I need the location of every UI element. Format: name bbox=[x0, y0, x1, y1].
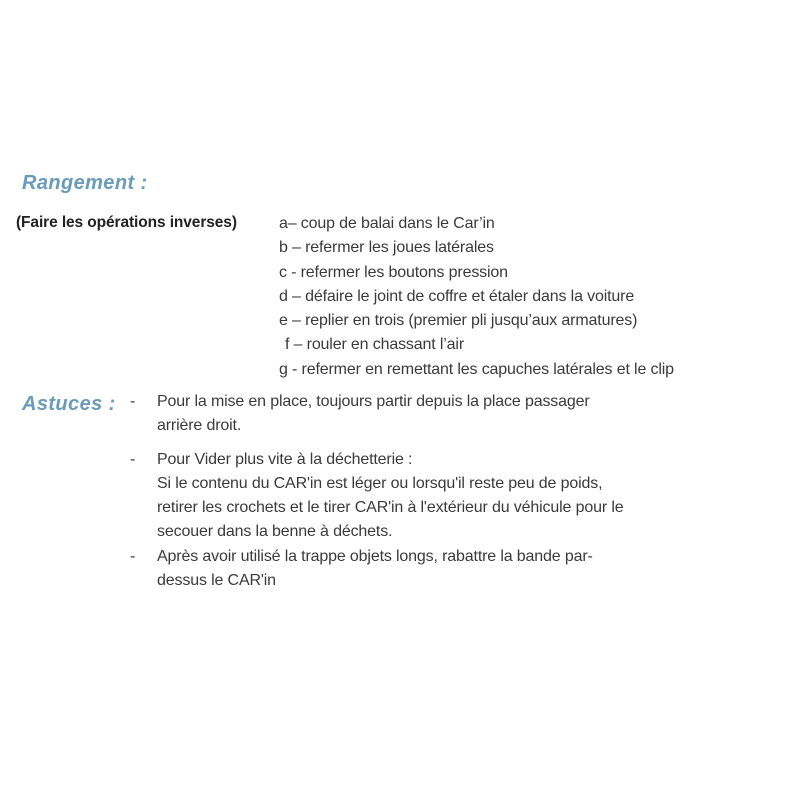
rangement-steps-list bbox=[279, 212, 674, 382]
list-item: f – rouler en chassant l’air bbox=[285, 336, 465, 354]
astuces-heading: Astuces : bbox=[22, 393, 116, 415]
bullet-dash-icon: - bbox=[130, 450, 136, 468]
list-item bbox=[128, 448, 788, 472]
tip-detail-list bbox=[128, 472, 788, 545]
tip-line: retirer les crochets et le tirer CAR'in à l'extérieur du véhicule pour le bbox=[157, 499, 624, 517]
rangement-heading: Rangement : bbox=[22, 172, 148, 194]
tip-line: Pour la mise en place, toujours partir depuis la place passager bbox=[157, 393, 590, 410]
tip-line: Si le contenu du CAR'in est léger ou lorsqu'il reste peu de poids, bbox=[157, 474, 603, 492]
list-item bbox=[128, 545, 788, 594]
tip-line: secouer dans la benne à déchets. bbox=[157, 523, 393, 541]
tip-detail-block bbox=[128, 472, 788, 545]
bullet-dash-icon: - bbox=[130, 393, 136, 410]
tip-line: dessus le CAR'in bbox=[157, 572, 276, 590]
list-item bbox=[128, 390, 788, 439]
tip-line: Après avoir utilisé la trappe objets longs, rabattre la bande par- bbox=[157, 547, 593, 565]
list-item: a– coup de balai dans le Car’in bbox=[279, 215, 495, 232]
tip-line: Pour Vider plus vite à la déchetterie : bbox=[157, 450, 413, 468]
list-item: g - refermer en remettant les capuches latérales et le clip bbox=[279, 360, 674, 378]
list-item: b – refermer les joues latérales bbox=[279, 239, 494, 257]
list-item: c - refermer les boutons pression bbox=[279, 263, 508, 281]
astuces-tips-list bbox=[128, 390, 788, 593]
bullet-dash-icon: - bbox=[130, 547, 136, 565]
list-item: d – défaire le joint de coffre et étaler dans la voiture bbox=[279, 287, 635, 305]
rangement-inverse-note: (Faire les opérations inverses) bbox=[16, 214, 237, 231]
tip-line: arrière droit. bbox=[157, 417, 242, 435]
list-item: e – replier en trois (premier pli jusqu’aux armatures) bbox=[279, 312, 638, 330]
